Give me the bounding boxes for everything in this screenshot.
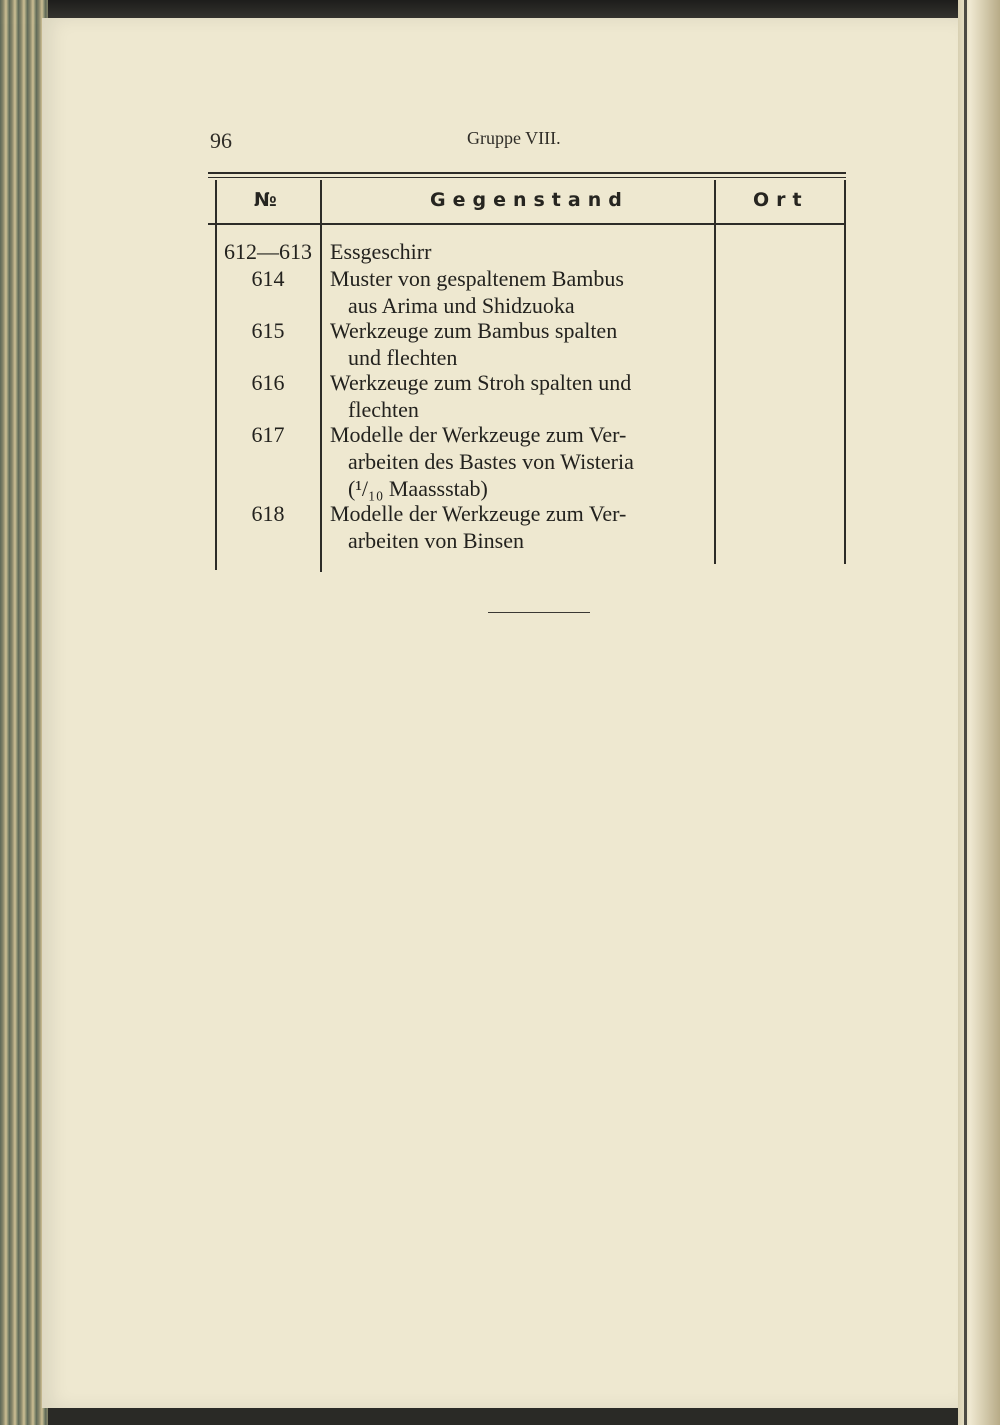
description-line: arbeiten des Bastes von Wisteria <box>348 449 634 474</box>
table-row-number: 617 <box>251 422 285 447</box>
right-page-binding <box>958 0 1000 1425</box>
table-right-border <box>844 180 846 564</box>
table-row-description <box>330 265 712 319</box>
table-top-rule <box>208 172 846 174</box>
table-top-double-rule <box>208 177 846 178</box>
description-line: Modelle der Werkzeuge zum Ver- <box>330 422 627 447</box>
description-line: Essgeschirr <box>330 239 432 264</box>
object-column-border <box>714 180 716 564</box>
number-column-border <box>320 180 322 572</box>
description-line: flechten <box>348 397 419 422</box>
table-row-description <box>330 238 712 265</box>
page-number: 96 <box>210 128 232 153</box>
table-row-number: 612—613 <box>224 239 312 264</box>
description-line: aus Arima und Shidzuoka <box>348 293 575 318</box>
table-row-description <box>330 500 712 554</box>
section-separator-line <box>488 612 590 613</box>
table-row-number: 616 <box>251 370 285 395</box>
place-header: Ort <box>753 189 809 211</box>
table-row-description <box>330 369 712 423</box>
table-row-number: 615 <box>251 318 285 343</box>
catalog-table <box>208 172 846 567</box>
table-row-description <box>330 317 712 371</box>
object-header: Gegenstand <box>430 189 629 211</box>
running-head: Gruppe VIII. <box>467 128 561 148</box>
table-row-description <box>330 421 712 502</box>
description-line: und flechten <box>348 345 458 370</box>
description-line: Werkzeuge zum Bambus spalten <box>330 318 618 343</box>
table-header-rule <box>208 223 846 225</box>
book-spine-edge <box>0 0 48 1425</box>
description-line: (¹/₁₀ Maassstab) <box>348 476 488 501</box>
description-line: Modelle der Werkzeuge zum Ver- <box>330 501 627 526</box>
number-header: № <box>254 189 277 211</box>
description-line: arbeiten von Binsen <box>348 528 524 553</box>
description-line: Muster von gespaltenem Bambus <box>330 266 624 291</box>
description-line: Werkzeuge zum Stroh spalten und <box>330 370 632 395</box>
table-row-number: 618 <box>251 501 285 526</box>
table-row-number: 614 <box>251 266 285 291</box>
